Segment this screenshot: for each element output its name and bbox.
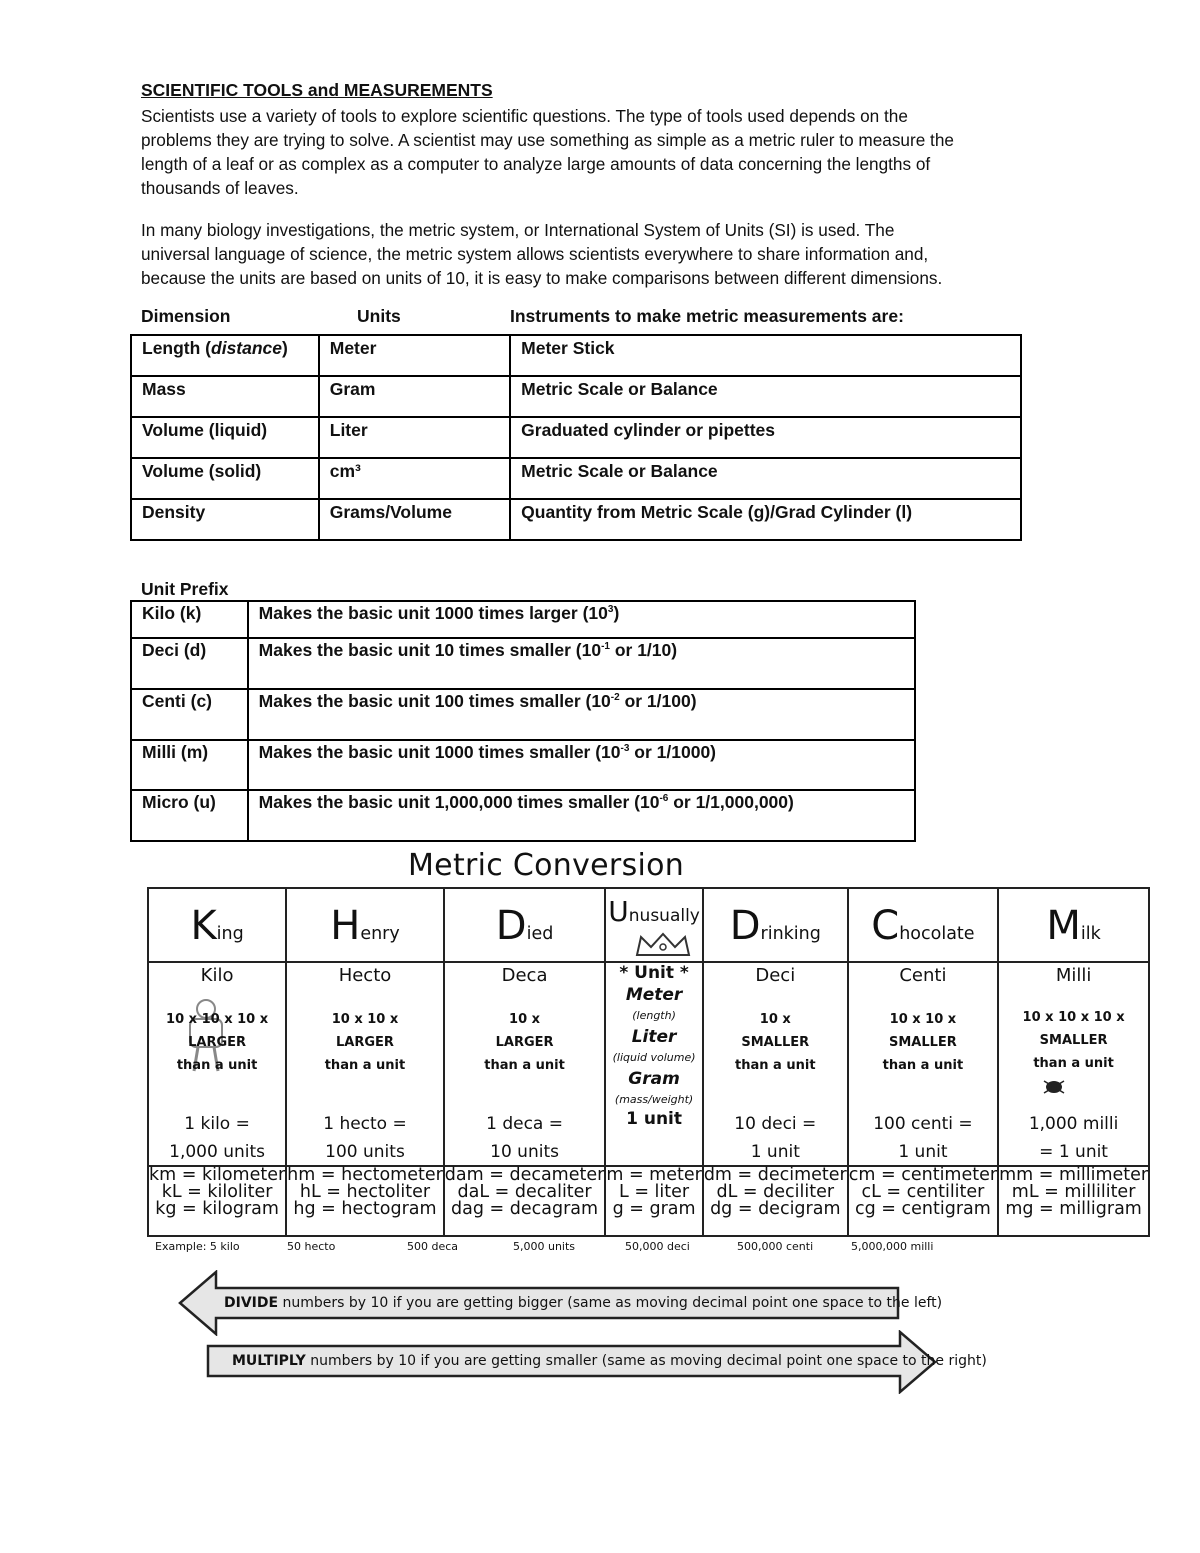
- mnemonic-row: [148, 888, 1149, 962]
- abbreviation-line: cL = centiliter: [861, 1182, 985, 1202]
- centi-cell: [848, 962, 998, 1166]
- prefix-cell: Deci (d): [131, 638, 248, 689]
- example-value: 5,000 units: [513, 1240, 576, 1253]
- divide-arrow-text: [224, 1295, 942, 1311]
- prefix-exponent: -2: [610, 692, 620, 704]
- mnemonic-initial: H: [330, 903, 361, 949]
- prefix-desc-tail: or 1/10): [609, 640, 678, 660]
- multiplier-line: than a unit: [882, 1058, 964, 1073]
- abbreviation-line: dg = decigram: [710, 1199, 841, 1219]
- multiplier-line: 10 x 10 x 10 x: [166, 1012, 269, 1027]
- abbreviation-line: hL = hectoliter: [299, 1182, 431, 1202]
- abbreviation-line: km = kilometer: [149, 1165, 286, 1185]
- deci-cell: [703, 962, 848, 1166]
- table-row: [131, 740, 915, 790]
- instrument-cell: Graduated cylinder or pipettes: [510, 417, 1021, 458]
- base-unit-word: Meter: [625, 985, 683, 1005]
- abbreviation-line: cg = centigram: [855, 1199, 991, 1219]
- prefix-name: Deci: [755, 965, 796, 986]
- unit-cell: Meter: [319, 335, 510, 376]
- instrument-cell: Quantity from Metric Scale (g)/Grad Cylinder (l): [510, 499, 1021, 540]
- instrument-cell: Metric Scale or Balance: [510, 458, 1021, 499]
- prefix-desc-cell: [248, 601, 915, 638]
- example-value: 50,000 deci: [625, 1240, 690, 1253]
- mnemonic-initial: M: [1046, 903, 1081, 949]
- intro-paragraph: [141, 104, 1091, 200]
- table-row: [131, 335, 1021, 376]
- abbreviation-line: dag = decagram: [451, 1199, 599, 1219]
- hecto-cell: [286, 962, 444, 1166]
- abbreviation-line: kL = kiloliter: [161, 1182, 273, 1202]
- mnemonic-initial: C: [871, 903, 900, 949]
- abbreviation-line: hg = hectogram: [293, 1199, 437, 1219]
- mnemonic-rest: ilk: [1080, 924, 1101, 944]
- dimension-cell: Length (distance): [131, 335, 319, 376]
- prefix-desc: Makes the basic unit 100 times smaller (10: [258, 691, 611, 711]
- mnemonic-died: [444, 888, 606, 962]
- mnemonic-rest: enry: [360, 924, 400, 944]
- equivalence-line: 10 deci =: [734, 1114, 817, 1134]
- equivalence-line: 100 units: [325, 1142, 405, 1162]
- header-instruments: Instruments to make metric measurements are:: [510, 306, 904, 326]
- equivalence-line: 1 unit: [750, 1142, 800, 1162]
- multiplier-line: 10 x: [509, 1012, 541, 1027]
- table-row: [131, 376, 1021, 417]
- mnemonic-rest: ing: [216, 924, 244, 944]
- multiplier-line: LARGER: [188, 1035, 247, 1050]
- header-units: Units: [357, 306, 401, 326]
- intro-line: thousands of leaves.: [141, 178, 299, 198]
- equivalence-line: = 1 unit: [1039, 1142, 1108, 1162]
- prefix-desc-tail: or 1/1000): [629, 742, 716, 762]
- prefix-exponent: -3: [620, 743, 630, 755]
- example-value: 500 deca: [407, 1240, 459, 1253]
- equivalence-line: 1 deca =: [486, 1114, 563, 1134]
- dimension-cell: Volume (liquid): [131, 417, 319, 458]
- mnemonic-initial: U: [608, 895, 629, 928]
- abbreviation-line: g = gram: [612, 1199, 696, 1219]
- si-line: universal language of science, the metric system allows scientists everywhere to share information and,: [141, 244, 929, 264]
- abbreviation-cell: [286, 1166, 444, 1236]
- milli-cell: [998, 962, 1149, 1166]
- equivalence: [999, 1110, 1148, 1166]
- multiply-arrow-lead: MULTIPLY: [232, 1353, 306, 1369]
- multiplier-text: [704, 1008, 847, 1077]
- abbreviation-cell: [148, 1166, 286, 1236]
- mnemonic-initial: D: [495, 903, 527, 949]
- base-unit-word: Gram: [628, 1069, 680, 1089]
- kilo-cell: [148, 962, 286, 1166]
- header-dimension: Dimension: [141, 306, 231, 326]
- equivalence-line: 1 unit: [626, 1109, 683, 1129]
- prefix-desc-tail: or 1/1,000,000): [668, 792, 794, 812]
- abbreviation-cell: [998, 1166, 1149, 1236]
- metric-conversion-title: Metric Conversion: [408, 848, 685, 883]
- intro-line: problems they are trying to solve. A scientist may use something as simple as a metric ruler to measure the: [141, 130, 954, 150]
- multiplier-line: than a unit: [324, 1058, 406, 1073]
- prefix-cell: Centi (c): [131, 689, 248, 740]
- mnemonic-rest: rinking: [760, 924, 821, 944]
- equivalence-line: 1 hecto =: [323, 1114, 407, 1134]
- unit-cell: Gram: [319, 376, 510, 417]
- intro-line: Scientists use a variety of tools to explore scientific questions. The type of tools used depends on the: [141, 106, 908, 126]
- multiplier-line: 10 x 10 x: [331, 1012, 399, 1027]
- multiply-arrow-rest: numbers by 10 if you are getting smaller (same as moving decimal point one space to the right): [305, 1353, 987, 1369]
- equivalence-line: 10 units: [490, 1142, 559, 1162]
- multiplier-line: than a unit: [176, 1058, 258, 1073]
- si-paragraph: [141, 218, 1091, 290]
- prefix-desc: Makes the basic unit 1000 times larger (10: [258, 603, 608, 623]
- mnemonic-rest: hocolate: [899, 924, 975, 944]
- prefix-desc-cell: [248, 638, 915, 689]
- multiplier-line: than a unit: [484, 1058, 565, 1073]
- abbreviation-cell: [703, 1166, 848, 1236]
- equivalence: [445, 1110, 605, 1166]
- multiplier-line: 10 x: [759, 1012, 791, 1027]
- mnemonic-drinking: [703, 888, 848, 962]
- prefix-desc: Makes the basic unit 1,000,000 times smaller (10: [258, 792, 660, 812]
- equivalence-line: 100 centi =: [873, 1114, 973, 1134]
- multiplier-line: SMALLER: [741, 1035, 810, 1050]
- abbreviation-line: hm = hectometer: [287, 1165, 443, 1185]
- instrument-cell: Meter Stick: [510, 335, 1021, 376]
- abbreviation-line: L = liter: [619, 1182, 690, 1202]
- table-row: [131, 790, 915, 841]
- unit-cell: Grams/Volume: [319, 499, 510, 540]
- table-row: [131, 601, 915, 638]
- dimension-cell: Density: [131, 499, 319, 540]
- abbreviation-line: dam = decameter: [444, 1165, 605, 1185]
- equivalence-line: 1 unit: [898, 1142, 948, 1162]
- table-row: [131, 458, 1021, 499]
- table-row: [131, 499, 1021, 540]
- si-line: In many biology investigations, the metric system, or International System of Units (SI) is used. The: [141, 220, 895, 240]
- unit-cell: Liter: [319, 417, 510, 458]
- equivalence: [287, 1110, 443, 1166]
- crown-icon: [633, 931, 693, 959]
- instrument-cell: Metric Scale or Balance: [510, 376, 1021, 417]
- prefix-name: Kilo: [200, 965, 234, 986]
- abbreviation-cell: [848, 1166, 998, 1236]
- si-line: because the units are based on units of 10, it is easy to make comparisons between different dimensions.: [141, 268, 943, 288]
- unit-cell: [605, 962, 702, 1166]
- equivalence-line: 1,000 units: [169, 1142, 266, 1162]
- mnemonic-chocolate: [848, 888, 998, 962]
- table-row: [131, 638, 915, 689]
- multiplier-text: [999, 1006, 1148, 1075]
- multiplier-line: 10 x 10 x 10 x: [1022, 1010, 1125, 1025]
- dimension-cell: Mass: [131, 376, 319, 417]
- base-unit-note: (mass/weight): [614, 1093, 694, 1106]
- example-value: 500,000 centi: [737, 1240, 814, 1253]
- prefix-exponent: 3: [607, 604, 614, 616]
- multiplier-line: SMALLER: [889, 1035, 957, 1050]
- multiplier-line: LARGER: [495, 1035, 554, 1050]
- divide-arrow-lead: DIVIDE: [224, 1295, 279, 1311]
- prefix-desc: Makes the basic unit 10 times smaller (10: [258, 640, 602, 660]
- prefix-name: Centi: [899, 965, 947, 986]
- bug-icon: [1041, 1077, 1067, 1095]
- prefix-cell: Milli (m): [131, 740, 248, 790]
- prefix-name: Hecto: [338, 965, 392, 986]
- multiplier-line: than a unit: [1033, 1056, 1114, 1071]
- base-unit-note: (length): [632, 1009, 676, 1022]
- intro-line: length of a leaf or as complex as a computer to analyze large amounts of data concerning the lengths of: [141, 154, 931, 174]
- example-value: 50 hecto: [287, 1240, 336, 1253]
- multiplier-line: 10 x 10 x: [889, 1012, 957, 1027]
- multiply-arrow-text: [232, 1353, 987, 1369]
- abbreviation-line: m = meter: [606, 1165, 702, 1185]
- abbreviation-cell: [605, 1166, 702, 1236]
- abbreviation-line: cm = centimeter: [848, 1165, 998, 1185]
- multiplier-text: [149, 1008, 285, 1077]
- prefix-desc-cell: [248, 740, 915, 790]
- base-unit-note: (liquid volume): [612, 1051, 696, 1064]
- abbreviation-line: kg = kilogram: [155, 1199, 279, 1219]
- prefix-table: [130, 600, 916, 842]
- table-row: [131, 417, 1021, 458]
- mnemonic-milk: [998, 888, 1149, 962]
- multiplier-text: [849, 1008, 997, 1077]
- prefix-desc: Makes the basic unit 1000 times smaller (10: [258, 742, 621, 762]
- multiplier-line: SMALLER: [1039, 1033, 1108, 1048]
- mnemonic-unusually: [605, 888, 702, 962]
- mnemonic-rest: nusually: [628, 906, 700, 926]
- deca-cell: [444, 962, 606, 1166]
- table-row: [131, 689, 915, 740]
- mnemonic-king: [148, 888, 286, 962]
- prefix-cell: Kilo (k): [131, 601, 248, 638]
- prefix-name: Milli: [1055, 965, 1092, 986]
- equivalence-line: 1 kilo =: [184, 1114, 250, 1134]
- divide-arrow-rest: numbers by 10 if you are getting bigger (same as moving decimal point one space to the left): [278, 1295, 943, 1311]
- prefix-desc-tail: ): [613, 603, 620, 623]
- abbreviation-line: dL = deciliter: [716, 1182, 835, 1202]
- prefix-exponent: -1: [601, 641, 610, 653]
- multiplier-text: [287, 1008, 443, 1077]
- prefix-exponent: -6: [659, 793, 669, 805]
- prefix-name: * Unit *: [619, 963, 689, 983]
- equivalence-line: 1,000 milli: [1028, 1114, 1119, 1134]
- page-title: SCIENTIFIC TOOLS and MEASUREMENTS: [141, 80, 493, 100]
- metric-conversion-table: [147, 887, 1150, 1237]
- abbreviation-line: mL = milliliter: [1011, 1182, 1136, 1202]
- equivalence: [149, 1110, 285, 1166]
- example-value: 5,000,000 milli: [851, 1240, 934, 1253]
- base-unit-word: Liter: [631, 1027, 677, 1047]
- prefix-desc-tail: or 1/100): [619, 691, 697, 711]
- dimension-table: [130, 334, 1022, 541]
- multiplier-line: than a unit: [735, 1058, 816, 1073]
- abbreviation-line: daL = decaliter: [457, 1182, 592, 1202]
- prefix-cell: Micro (u): [131, 790, 248, 841]
- unit-cell: cm³: [319, 458, 510, 499]
- mnemonic-initial: D: [729, 903, 761, 949]
- unit-prefix-label: Unit Prefix: [141, 579, 229, 599]
- equivalence: [849, 1110, 997, 1166]
- abbreviation-cell: [444, 1166, 606, 1236]
- mnemonic-initial: K: [190, 903, 217, 949]
- mnemonic-henry: [286, 888, 444, 962]
- abbreviation-line: dm = decimeter: [703, 1165, 847, 1185]
- prefix-desc-cell: [248, 790, 915, 841]
- equivalence: [704, 1110, 847, 1166]
- dimension-cell: Volume (solid): [131, 458, 319, 499]
- abbreviation-row: [148, 1166, 1149, 1236]
- mnemonic-rest: ied: [526, 924, 554, 944]
- example-value: Example: 5 kilo: [155, 1240, 240, 1253]
- prefix-desc-cell: [248, 689, 915, 740]
- multiplier-line: LARGER: [336, 1035, 394, 1050]
- prefix-name: Deca: [501, 965, 548, 986]
- abbreviation-line: mm = millimeter: [999, 1165, 1149, 1185]
- abbreviation-line: mg = milligram: [1005, 1199, 1142, 1219]
- multiplier-text: [445, 1008, 605, 1077]
- prefix-detail-row: [148, 962, 1149, 1166]
